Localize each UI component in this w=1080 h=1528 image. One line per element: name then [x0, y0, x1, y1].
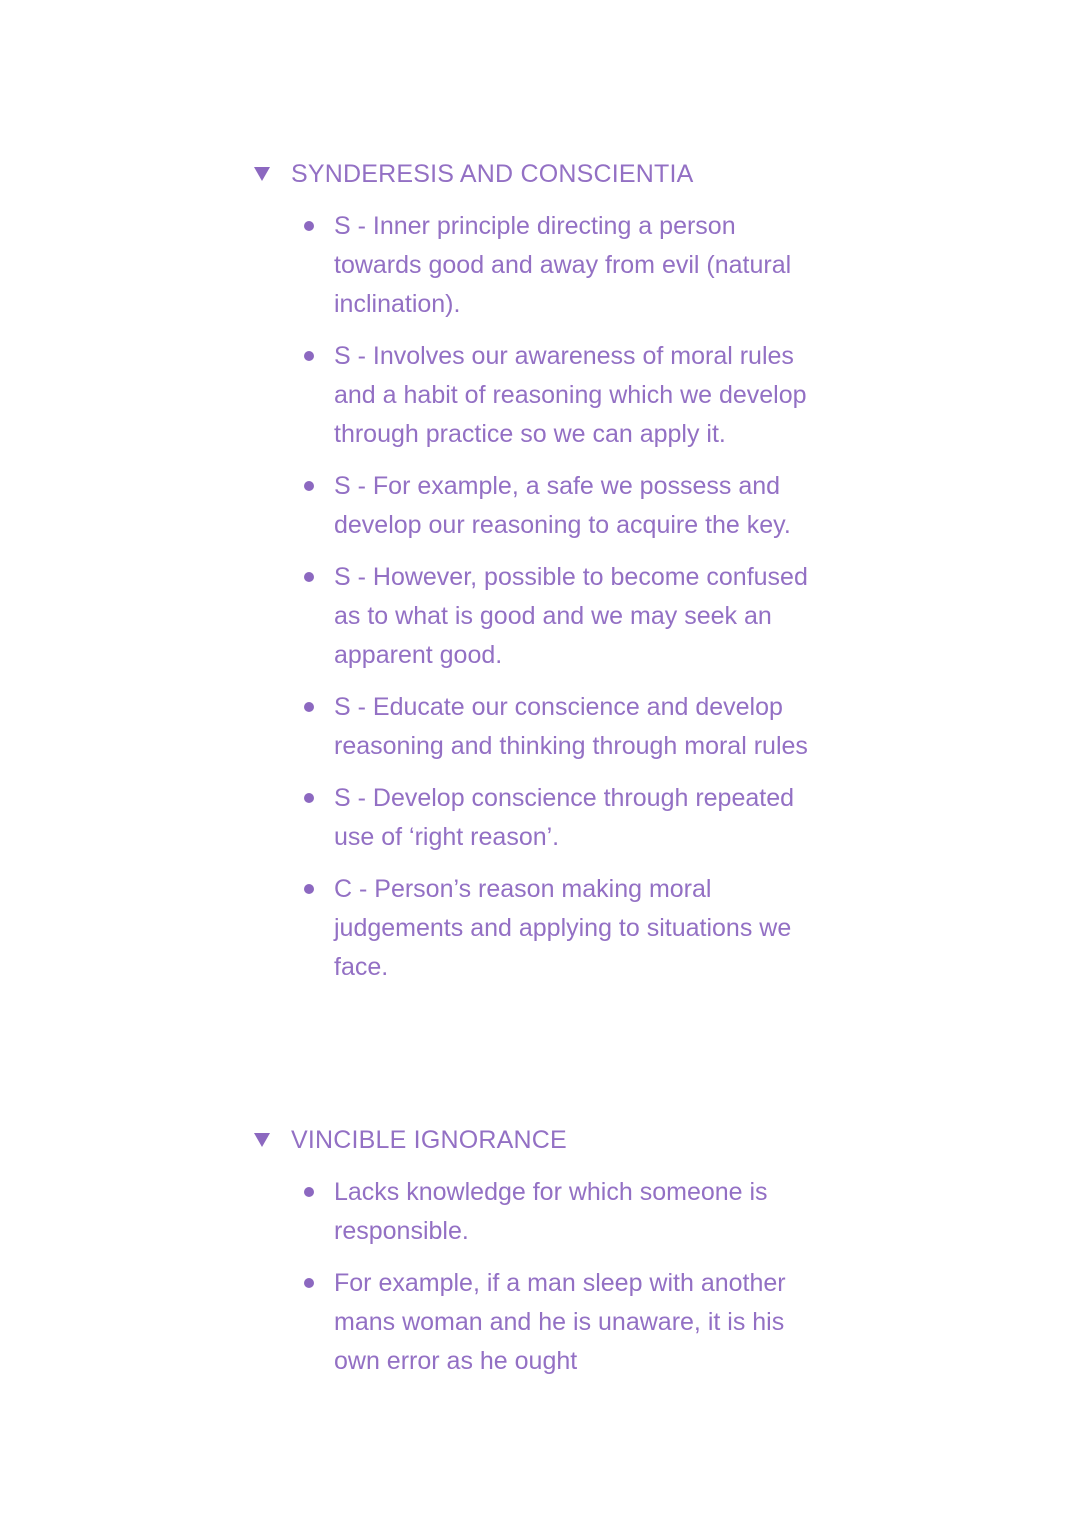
- bullet-list: [252, 207, 832, 987]
- list-item-text: S - Inner principle directing a person towards good and away from evil (natural inclination).: [334, 212, 792, 318]
- bullet-dot-icon: [304, 1187, 314, 1197]
- bullet-dot-icon: [304, 702, 314, 712]
- list-item: [252, 688, 832, 766]
- bullet-dot-icon: [304, 1278, 314, 1288]
- toggle-section-vincible-ignorance: [252, 1120, 832, 1381]
- list-item: [252, 558, 832, 675]
- list-item-text: S - However, possible to become confused as to what is good and we may seek an apparent good.: [334, 563, 808, 669]
- list-item-text: S - For example, a safe we possess and develop our reasoning to acquire the key.: [334, 472, 791, 539]
- list-item-text: S - Educate our conscience and develop reasoning and thinking through moral rules: [334, 693, 808, 760]
- bullet-dot-icon: [304, 351, 314, 361]
- list-item-text: C - Person’s reason making moral judgements and applying to situations we face.: [334, 875, 792, 981]
- list-item-text: For example, if a man sleep with another mans woman and he is unaware, it is his own error as he ought: [334, 1269, 786, 1375]
- bullet-dot-icon: [304, 793, 314, 803]
- list-item-text: S - Involves our awareness of moral rules and a habit of reasoning which we develop through practice so we can apply it.: [334, 342, 807, 448]
- triangle-down-icon[interactable]: [254, 167, 270, 181]
- bullet-dot-icon: [304, 572, 314, 582]
- list-item: [252, 779, 832, 857]
- list-item: [252, 870, 832, 987]
- list-item: [252, 1173, 832, 1251]
- list-item: [252, 207, 832, 324]
- bullet-dot-icon: [304, 481, 314, 491]
- toggle-section-synderesis: [252, 154, 832, 987]
- list-item-text: S - Develop conscience through repeated use of ‘right reason’.: [334, 784, 795, 851]
- section-title: SYNDERESIS AND CONSCIENTIA: [291, 159, 694, 188]
- section-header[interactable]: [252, 154, 832, 194]
- section-title: VINCIBLE IGNORANCE: [291, 1125, 567, 1154]
- list-item: [252, 337, 832, 454]
- list-item: [252, 467, 832, 545]
- section-header[interactable]: [252, 1120, 832, 1160]
- triangle-down-icon[interactable]: [254, 1133, 270, 1147]
- bullet-dot-icon: [304, 884, 314, 894]
- list-item: [252, 1264, 832, 1381]
- bullet-dot-icon: [304, 221, 314, 231]
- list-item-text: Lacks knowledge for which someone is responsible.: [334, 1178, 768, 1245]
- bullet-list: [252, 1173, 832, 1381]
